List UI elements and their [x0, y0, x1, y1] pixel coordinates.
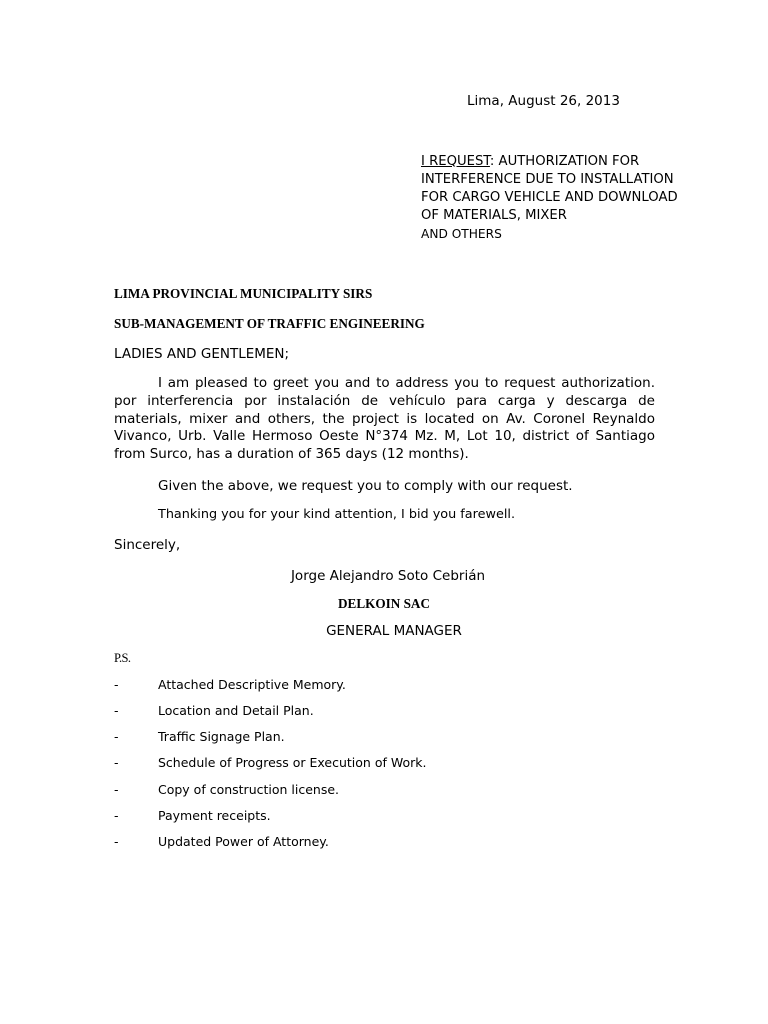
signature-company: DELKOIN SAC [338, 596, 430, 611]
closing: Sincerely, [114, 537, 181, 553]
signature-name: Jorge Alejandro Soto Cebrián [290, 568, 486, 584]
subject-label: I REQUEST [421, 154, 490, 169]
body-paragraph-2: Given the above, we request you to comply with our request. [158, 478, 573, 494]
attachment-bullet: - [114, 729, 119, 744]
attachment-item [114, 729, 614, 747]
attachment-item [114, 703, 614, 721]
greeting: LADIES AND GENTLEMEN; [114, 346, 290, 362]
attachment-bullet: - [114, 703, 119, 718]
attachment-text: Schedule of Progress or Execution of Work. [158, 755, 427, 770]
ps-label: P.S. [114, 651, 131, 665]
attachment-text: Location and Detail Plan. [158, 703, 314, 718]
attachment-bullet: - [114, 782, 119, 797]
date-line: Lima, August 26, 2013 [467, 93, 620, 109]
body-paragraph-1: I am pleased to greet you and to address you to request authorization. por interferencia por instalación de vehículo para carga y descarga de materials, mixer and others, the project is located on Av. Coronel Reynaldo Vivanco, Urb. Valle Hermoso Oeste N°374 Mz. M, Lot 10, district of Santiago from Surco, has a duration of 365 days (12 months). [114, 375, 655, 463]
attachment-item [114, 755, 614, 773]
attachment-item [114, 808, 614, 826]
recipient-line-1: LIMA PROVINCIAL MUNICIPALITY SIRS [114, 286, 373, 301]
signature-title: GENERAL MANAGER [326, 623, 462, 639]
subject-text: : AUTHORIZATION FOR INTERFERENCE DUE TO INSTALLATION FOR CARGO VEHICLE AND DOWNLOAD OF MATERIALS, MIXER [421, 154, 678, 223]
attachment-bullet: - [114, 677, 119, 692]
attachment-text: Updated Power of Attorney. [158, 834, 329, 849]
body-paragraph-3: Thanking you for your kind attention, I bid you farewell. [158, 507, 516, 522]
attachment-text: Attached Descriptive Memory. [158, 677, 346, 692]
subject-block [421, 153, 686, 244]
attachment-text: Traffic Signage Plan. [158, 729, 285, 744]
attachment-item [114, 782, 614, 800]
attachment-item [114, 834, 614, 852]
subject-last-line: AND OTHERS [421, 227, 502, 241]
attachment-text: Payment receipts. [158, 808, 271, 823]
recipient-line-2: SUB-MANAGEMENT OF TRAFFIC ENGINEERING [114, 316, 425, 331]
attachment-bullet: - [114, 834, 119, 849]
attachment-text: Copy of construction license. [158, 782, 340, 797]
attachment-item [114, 677, 614, 695]
attachment-bullet: - [114, 808, 119, 823]
attachment-bullet: - [114, 755, 119, 770]
